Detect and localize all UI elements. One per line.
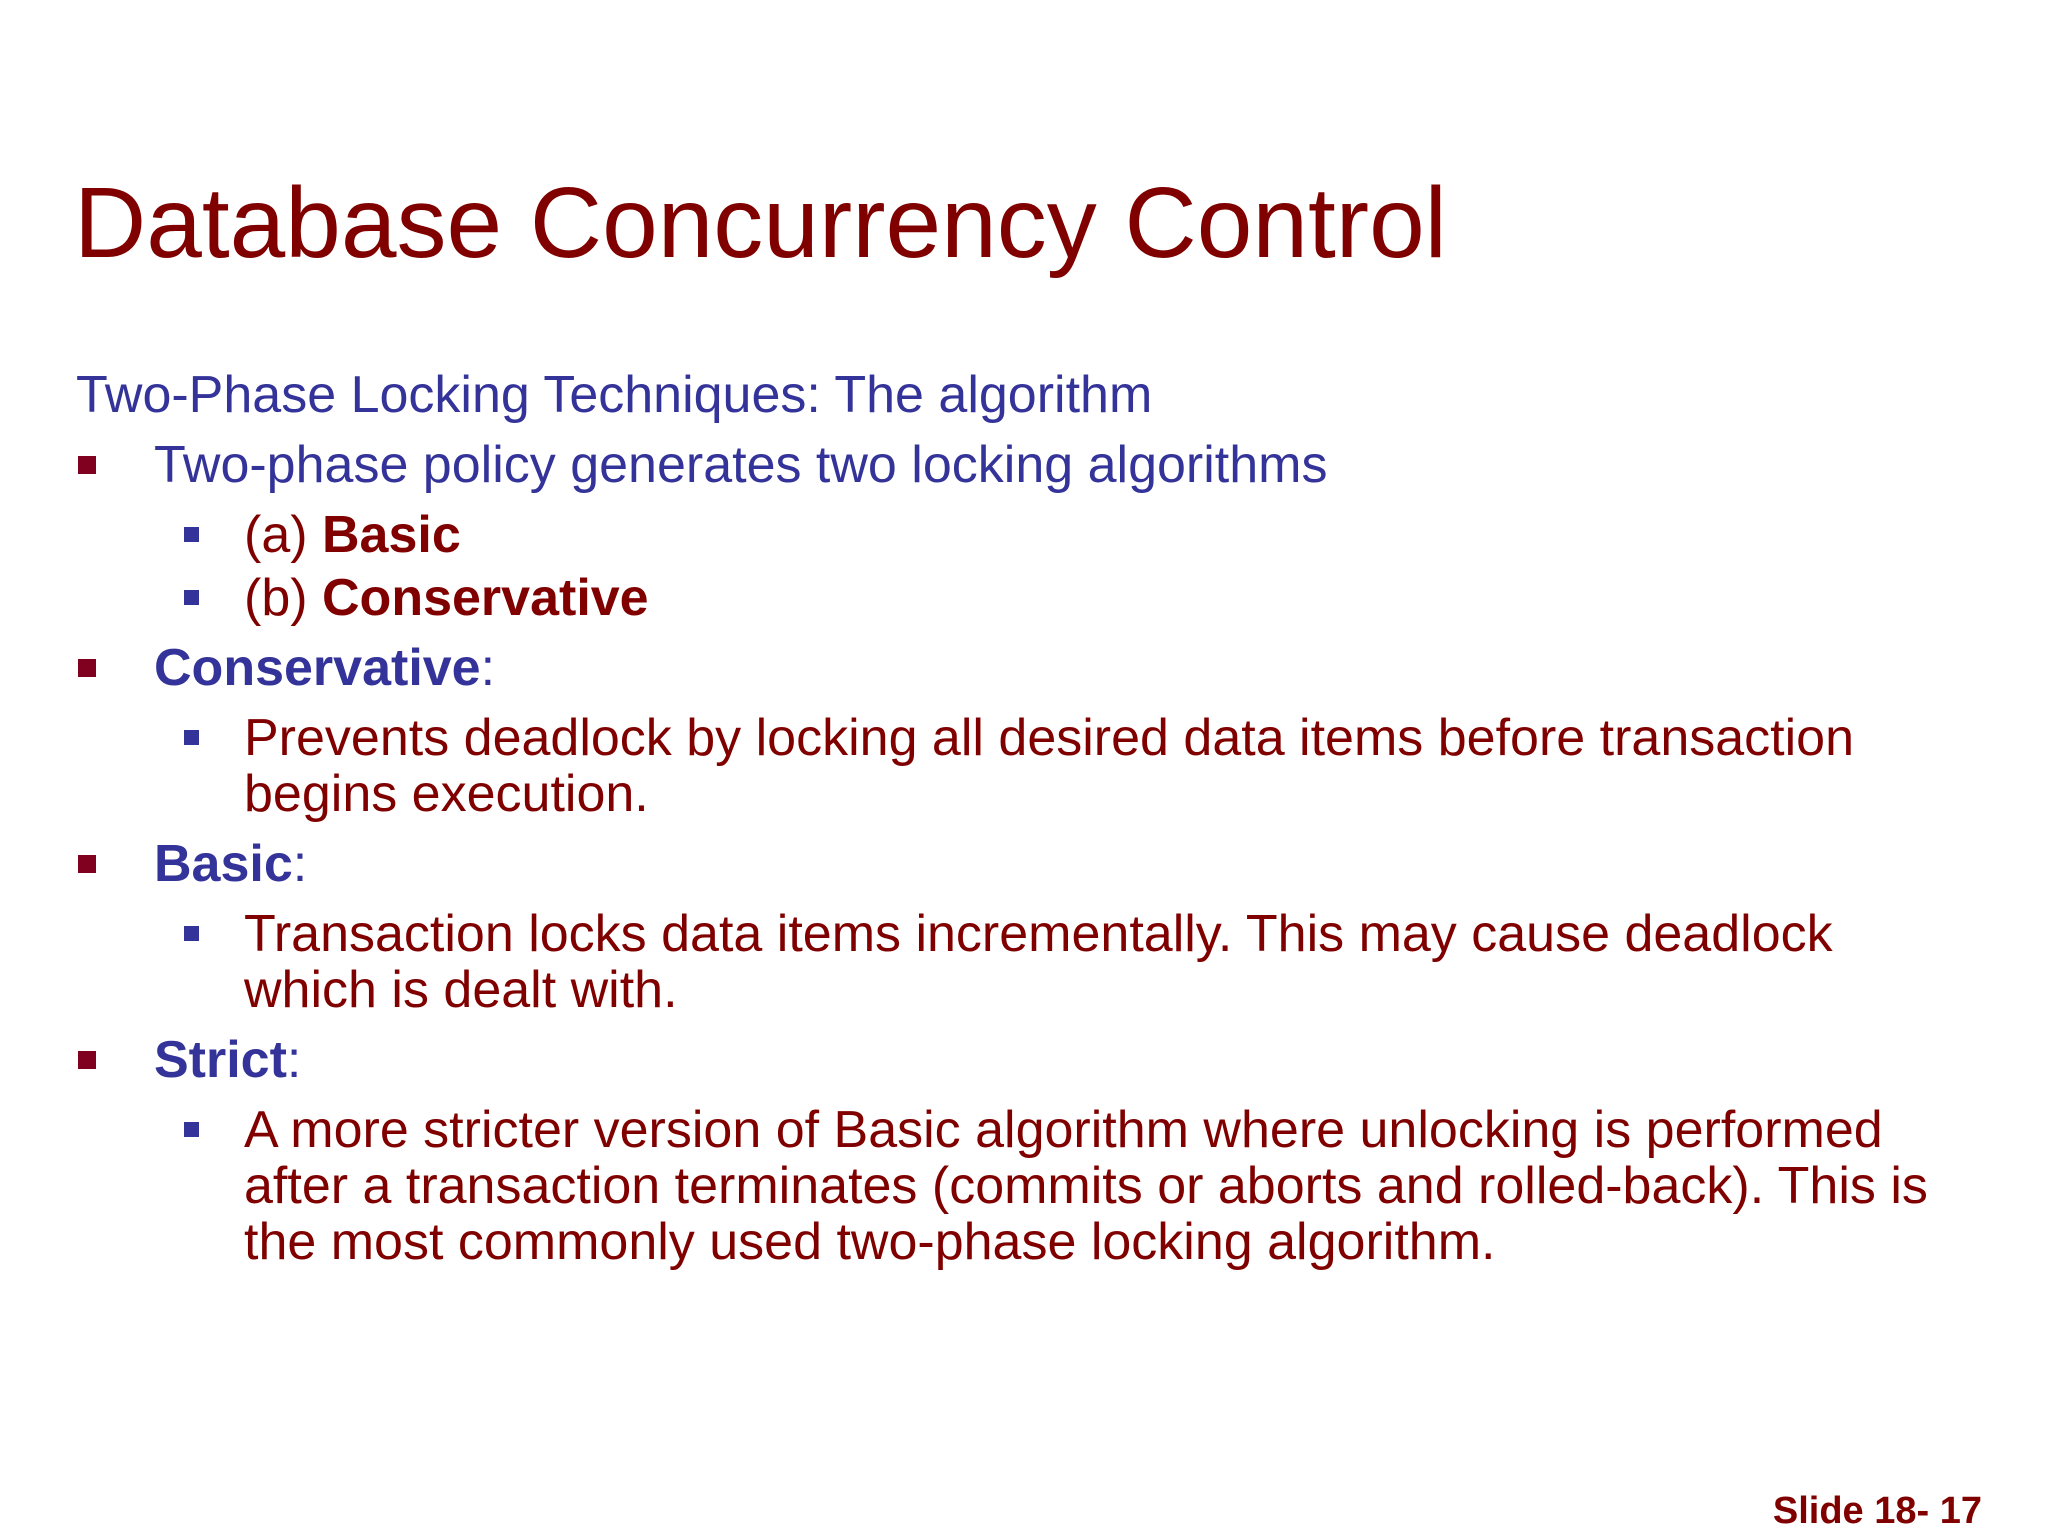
bullet-label: Conservative: [154, 639, 481, 697]
sub-bullet-text: A more stricter version of Basic algorithm where unlocking is performed after a transaction terminates (commits or aborts and rolled-back). This is the most commonly used two-phase locking algorithm.: [244, 1101, 1928, 1271]
bullet-colon: :: [286, 1031, 302, 1089]
sub-bullet-bold: Basic: [322, 506, 461, 564]
sub-bullet-prefix: (a): [244, 506, 322, 564]
sub-bullet-text: Transaction locks data items incrementally. This may cause deadlock which is dealt with.: [244, 905, 1833, 1019]
slide-content: [76, 360, 1976, 1277]
square-bullet-icon: [184, 926, 199, 941]
bullet-colon: :: [480, 639, 496, 697]
slide-title: Database Concurrency Control: [74, 167, 1447, 279]
sub-bullet-item: [76, 710, 1976, 822]
sub-bullet-item: [76, 1102, 1976, 1270]
sub-bullet-item: [76, 570, 1976, 626]
bullet-item: [76, 829, 1976, 899]
square-bullet-icon: [78, 659, 96, 677]
sub-bullet-bold: Conservative: [322, 569, 649, 627]
square-bullet-icon: [78, 1051, 96, 1069]
bullet-text: Two-phase policy generates two locking algorithms: [154, 436, 1328, 494]
sub-bullet-item: [76, 906, 1976, 1018]
sub-bullet-item: [76, 507, 1976, 563]
bullet-item: [76, 633, 1976, 703]
bullet-label: Basic: [154, 835, 293, 893]
bullet-label: Strict: [154, 1031, 287, 1089]
bullet-item: [76, 430, 1976, 500]
bullet-item: [76, 1025, 1976, 1095]
section-heading: Two-Phase Locking Techniques: The algorithm: [76, 366, 1153, 424]
square-bullet-icon: [184, 527, 199, 542]
sub-bullet-prefix: (b): [244, 569, 322, 627]
bullet-colon: :: [292, 835, 308, 893]
square-bullet-icon: [78, 456, 96, 474]
square-bullet-icon: [184, 1122, 199, 1137]
sub-bullet-text: Prevents deadlock by locking all desired data items before transaction begins execution.: [244, 709, 1854, 823]
square-bullet-icon: [184, 590, 199, 605]
square-bullet-icon: [78, 855, 96, 873]
slide-number: Slide 18- 17: [1772, 1490, 1982, 1532]
square-bullet-icon: [184, 730, 199, 745]
